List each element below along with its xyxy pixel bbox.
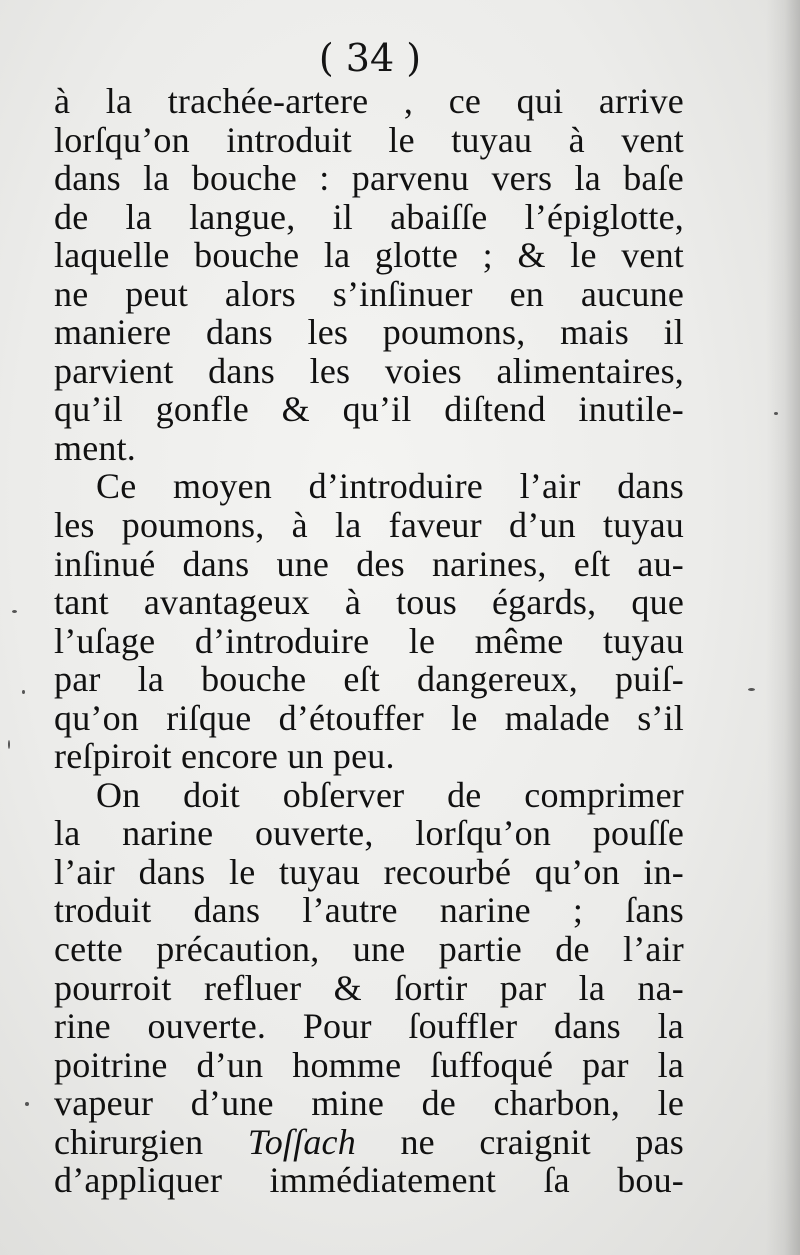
- paper-speck: [748, 688, 755, 691]
- paragraph-first-line: Ce moyen d’introduire l’air dans: [96, 466, 684, 507]
- page-number: ( 34 ): [318, 36, 422, 80]
- text-line: troduit dans l’autre narine ; ſans: [54, 890, 684, 931]
- text-line: maniere dans les poumons, mais il: [54, 312, 684, 353]
- paper-speck: [774, 412, 778, 415]
- text-line: parvient dans les voies alimentaires,: [54, 350, 684, 391]
- text-line: l’air dans le tuyau recourbé qu’on in-: [54, 851, 684, 892]
- text-line: la narine ouverte, lorſqu’on pouſſe: [54, 813, 684, 854]
- text-line: inſinué dans une des narines, eſt au-: [54, 543, 684, 584]
- text-line: à la trachée-artere , ce qui arrive: [54, 81, 684, 121]
- text-line: lorſqu’on introduit le tuyau à vent: [54, 119, 684, 160]
- text-segment: chirurgien: [54, 1121, 248, 1162]
- text-line: par la bouche eſt dangereux, puiſ-: [54, 659, 684, 700]
- text-line: vapeur d’une mine de charbon, le: [54, 1083, 684, 1124]
- text-line: qu’il gonfle & qu’il diſtend inutile-: [54, 389, 684, 430]
- paragraph-first-line: On doit obſerver de comprimer: [96, 774, 684, 815]
- text-line: cette précaution, une partie de l’air: [54, 929, 684, 970]
- text-line: tant avantageux à tous égards, que: [54, 582, 684, 623]
- paper-speck: [22, 690, 25, 694]
- text-segment: ne craignit pas: [355, 1121, 684, 1162]
- body-text: [54, 82, 684, 1200]
- italic-name: Toſſach: [247, 1121, 356, 1162]
- text-line: pourroit refluer & ſortir par la na-: [54, 967, 684, 1008]
- paragraph-end-line: reſpiroit encore un peu.: [54, 736, 395, 777]
- text-line: les poumons, à la faveur d’un tuyau: [54, 505, 684, 546]
- text-line: [54, 1123, 684, 1162]
- paper-speck: [12, 610, 17, 613]
- text-line: laquelle bouche la glotte ; & le vent: [54, 235, 684, 276]
- page-edge-shadow: [766, 0, 800, 1255]
- text-line: l’uſage d’introduire le même tuyau: [54, 620, 684, 661]
- text-line: ne peut alors s’inſinuer en aucune: [54, 273, 684, 314]
- paragraph-end-line: ment.: [54, 427, 136, 468]
- text-line: dans la bouche : parvenu vers la baſe: [54, 158, 684, 199]
- text-line: poitrine d’un homme ſuffoqué par la: [54, 1044, 684, 1085]
- paper-speck: [25, 1102, 29, 1106]
- paper-speck: [8, 740, 10, 749]
- text-line: de la langue, il abaiſſe l’épiglotte,: [54, 196, 684, 237]
- text-line: rine ouverte. Pour ſouffler dans la: [54, 1006, 684, 1047]
- text-line: d’appliquer immédiatement ſa bou-: [54, 1160, 684, 1201]
- text-line: qu’on riſque d’étouffer le malade s’il: [54, 697, 684, 738]
